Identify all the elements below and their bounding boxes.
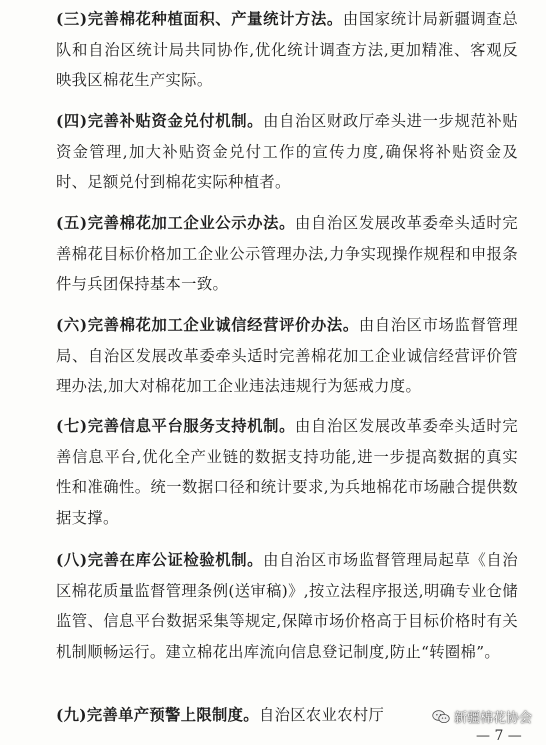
- paragraph-heading: (九)完善单产预警上限制度。: [56, 706, 259, 724]
- paragraph-6: [56, 310, 518, 402]
- paragraph-5: [56, 208, 518, 300]
- paragraph-body: 由自治区市场监督管理局起草《自治区棉花质量监督管理条例(送审稿)》,按立法程序报送,明确专业仓储监管、信息平台数据采集等规定,保障市场价格高于目标价格时有关机制顺畅运行。建立棉花出库流向信息登记制度,防止“转圈棉”。: [56, 551, 518, 662]
- wechat-icon: [432, 709, 450, 725]
- paragraph-8: [56, 545, 518, 668]
- paragraph-9: [56, 700, 436, 731]
- paragraph-body: 由国家统计局新疆调查总队和自治区统计局共同协作,优化统计调查方法,更加精准、客观反映我区棉花生产实际。: [56, 10, 518, 90]
- paragraph-4: [56, 106, 518, 198]
- paragraph-heading: (三)完善棉花种植面积、产量统计方法。: [56, 10, 343, 28]
- wechat-watermark: [432, 707, 532, 726]
- paragraph-7: [56, 411, 518, 534]
- paragraph-heading: (五)完善棉花加工企业公示办法。: [56, 214, 296, 232]
- paragraph-heading: (四)完善补贴资金兑付机制。: [56, 112, 264, 130]
- paragraph-body: 由自治区市场监督管理局、自治区发展改革委牵头适时完善棉花加工企业诚信经营评价管理办法,加大对棉花加工企业违法违规行为惩戒力度。: [56, 316, 518, 396]
- page-number: — 7 —: [476, 728, 522, 744]
- paragraph-heading: (八)完善在库公证检验机制。: [56, 551, 264, 569]
- paragraph-heading: (七)完善信息平台服务支持机制。: [56, 417, 296, 435]
- paragraph-3: [56, 4, 518, 96]
- paragraph-body: 由自治区发展改革委牵头适时完善信息平台,优化全产业链的数据支持功能,进一步提高数据的真实性和准确性。统一数据口径和统计要求,为兵地棉花市场融合提供数据支撑。: [56, 417, 519, 528]
- watermark-label: 新疆棉花协会: [454, 711, 533, 726]
- paragraph-body: 由自治区发展改革委牵头适时完善棉花目标价格加工企业公示管理办法,力争实现操作规程和申报条件与兵团保持基本一致。: [56, 214, 519, 294]
- paragraph-body: 自治区农业农村厅: [258, 706, 385, 724]
- paragraph-heading: (六)完善棉花加工企业诚信经营评价办法。: [56, 316, 359, 334]
- paragraph-body: 由自治区财政厅牵头进一步规范补贴资金管理,加大补贴资金兑付工作的宣传力度,确保将补贴资金及时、足额兑付到棉花实际种植者。: [56, 112, 518, 192]
